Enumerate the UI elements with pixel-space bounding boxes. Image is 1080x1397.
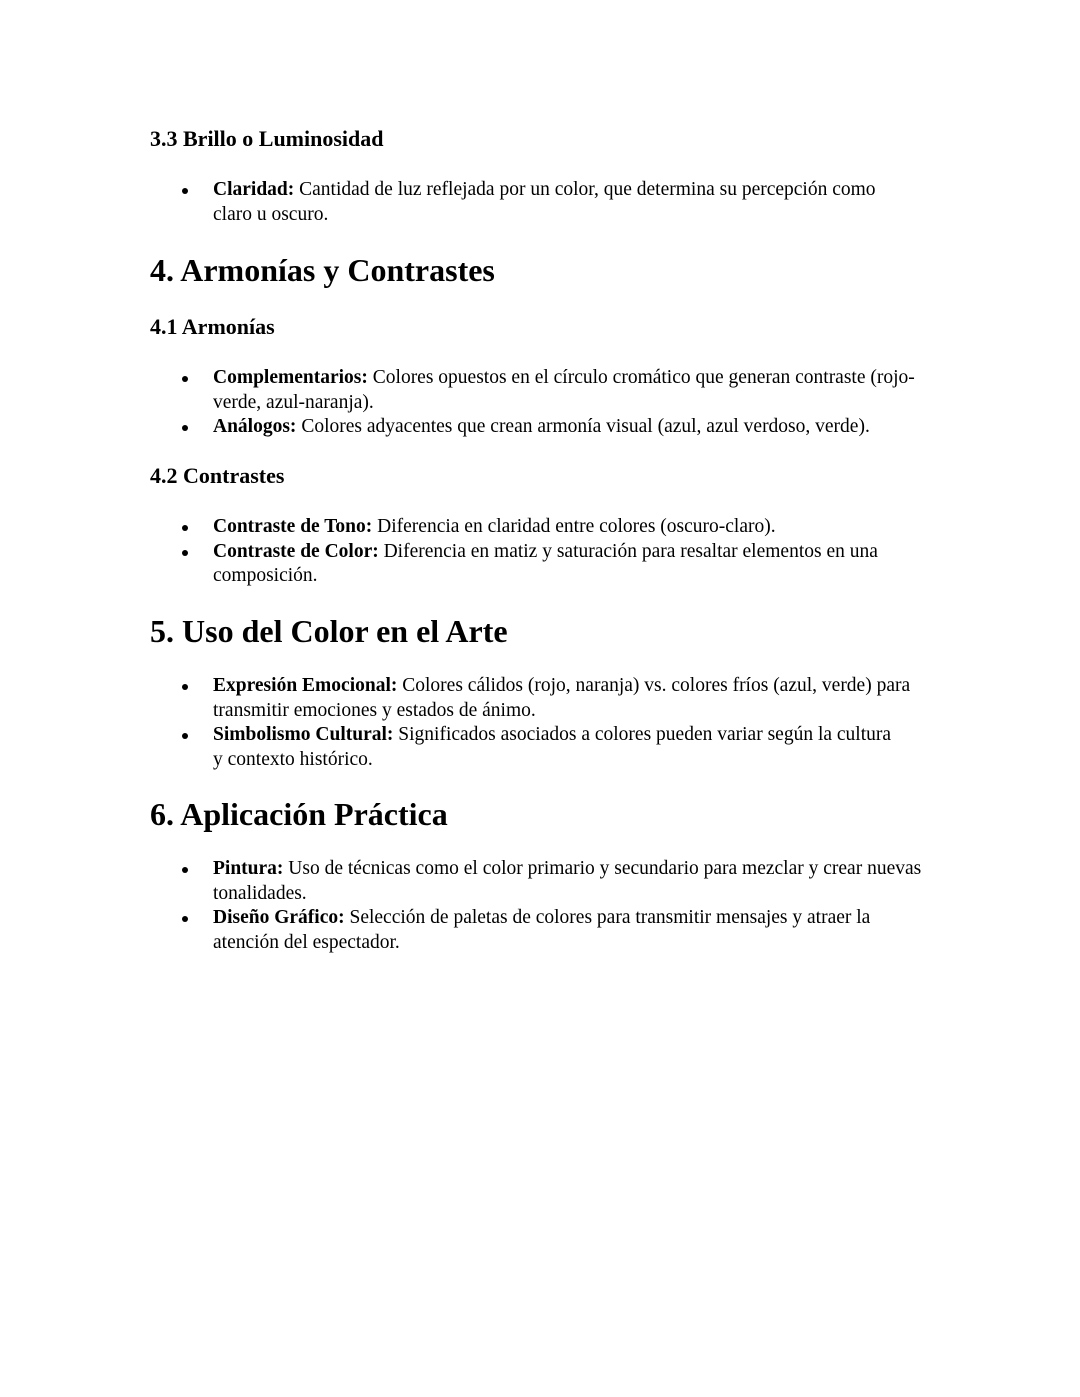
bullet-icon xyxy=(182,525,188,531)
item-text: Colores cálidos (rojo, naranja) vs. colores fríos (azul, verde) para transmitir emociones y estados de ánimo. xyxy=(213,675,911,721)
list-item xyxy=(0,540,913,589)
item-term: Contraste de Tono: xyxy=(213,516,373,537)
section-heading-4: 4. Armonías y Contrastes xyxy=(150,252,495,288)
section-heading-5: 5. Uso del Color en el Arte xyxy=(150,613,508,649)
item-text: Uso de técnicas como el color primario y secundario para mezclar y crear nuevas tonalidades. xyxy=(213,858,922,904)
bullet-list-6 xyxy=(0,857,1080,955)
item-text: Colores adyacentes que crean armonía visual (azul, azul verdoso, verde). xyxy=(296,416,870,437)
bullet-icon xyxy=(182,188,188,194)
section-heading-4-1: 4.1 Armonías xyxy=(150,314,275,339)
bullet-list-3-3 xyxy=(0,178,1080,227)
bullet-icon xyxy=(182,733,188,739)
item-term: Expresión Emocional: xyxy=(213,675,398,696)
list-item xyxy=(0,674,933,723)
bullet-icon xyxy=(182,684,188,690)
list-item xyxy=(0,415,953,440)
bullet-icon xyxy=(182,867,188,873)
item-term: Claridad: xyxy=(213,179,295,200)
item-term: Análogos: xyxy=(213,416,297,437)
bullet-icon xyxy=(182,916,188,922)
list-item xyxy=(0,515,933,540)
list-item xyxy=(0,857,933,906)
item-text: Significados asociados a colores pueden variar según la cultura y contexto histórico. xyxy=(213,724,892,770)
bullet-list-5 xyxy=(0,674,1080,772)
bullet-list-4-2 xyxy=(0,515,1080,589)
bullet-icon xyxy=(182,550,188,556)
item-text: Diferencia en matiz y saturación para resaltar elementos en una composición. xyxy=(213,540,878,586)
item-text: Colores opuestos en el círculo cromático que generan contraste (rojo-verde, azul-naranja). xyxy=(213,367,915,413)
bullet-list-4-1 xyxy=(0,366,1080,440)
item-term: Pintura: xyxy=(213,858,284,879)
list-item xyxy=(0,178,893,227)
section-heading-3-3: 3.3 Brillo o Luminosidad xyxy=(150,126,384,151)
section-heading-4-2: 4.2 Contrastes xyxy=(150,463,285,488)
list-item xyxy=(0,366,933,415)
item-text: Diferencia en claridad entre colores (oscuro-claro). xyxy=(372,516,776,537)
item-text: Selección de paletas de colores para transmitir mensajes y atraer la atención del espectador. xyxy=(213,907,871,953)
section-heading-6: 6. Aplicación Práctica xyxy=(150,796,448,832)
bullet-icon xyxy=(182,376,188,382)
item-term: Diseño Gráfico: xyxy=(213,907,345,928)
list-item xyxy=(0,723,903,772)
list-item xyxy=(0,906,933,955)
item-term: Simbolismo Cultural: xyxy=(213,724,394,745)
item-term: Contraste de Color: xyxy=(213,540,379,562)
item-term: Complementarios: xyxy=(213,367,368,388)
bullet-icon xyxy=(182,425,188,431)
item-text: Cantidad de luz reflejada por un color, que determina su percepción como claro u oscuro. xyxy=(213,179,876,225)
